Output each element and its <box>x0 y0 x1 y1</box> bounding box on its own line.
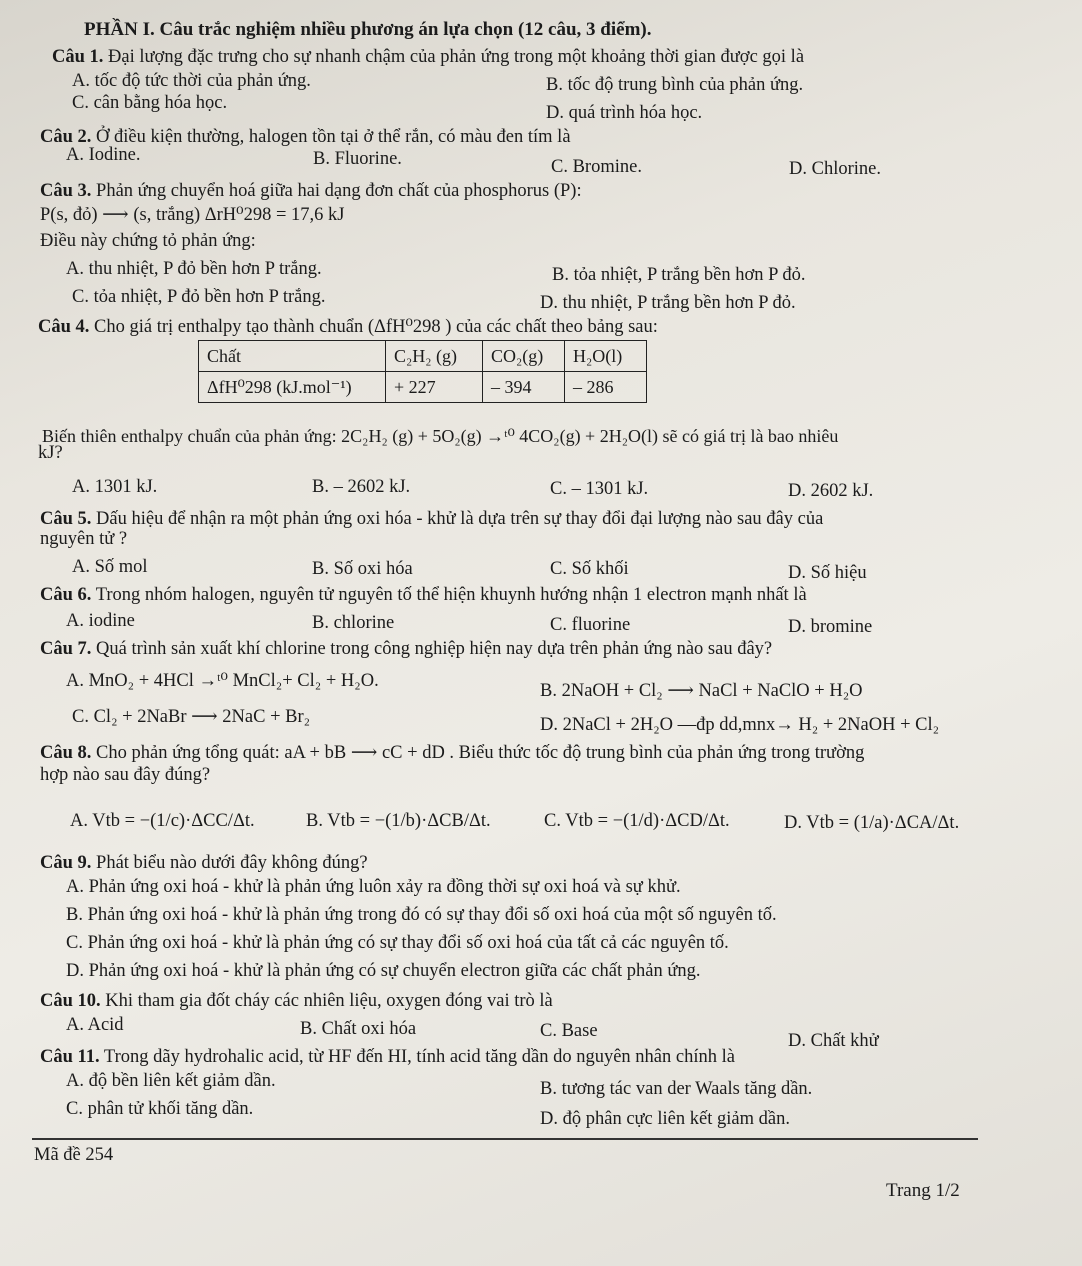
question-text: Cho giá trị enthalpy tạo thành chuẩn (ΔfH⁰298 ) của các chất theo bảng sau: <box>89 317 658 337</box>
q3-option-c: C. tỏa nhiệt, P đỏ bền hơn P trắng. <box>72 287 326 307</box>
q5-option-d: D. Số hiệu <box>788 563 867 583</box>
question-text: Trong dãy hydrohalic acid, từ HF đến HI, tính acid tăng dần do nguyên nhân chính là <box>99 1047 735 1067</box>
q3-option-a: A. thu nhiệt, P đỏ bền hơn P trắng. <box>66 259 322 279</box>
q3-subtext: Điều này chứng tỏ phản ứng: <box>40 231 256 251</box>
q6-option-b: B. chlorine <box>312 613 395 633</box>
q11-option-c: C. phân tử khối tăng dần. <box>66 1099 254 1119</box>
q11-option-d: D. độ phân cực liên kết giảm dần. <box>540 1109 790 1129</box>
question-number: Câu 3. <box>40 181 92 201</box>
question-number: Câu 6. <box>40 585 92 605</box>
q1-option-c: C. cân bằng hóa học. <box>72 93 228 113</box>
q10-option-c: C. Base <box>540 1021 598 1041</box>
question-1-stem <box>52 46 804 68</box>
table-cell: CO₂(g) <box>483 341 565 372</box>
question-text: Phản ứng chuyển hoá giữa hai dạng đơn chất của phosphorus (P): <box>91 181 582 201</box>
question-text: Quá trình sản xuất khí chlorine trong công nghiệp hiện nay dựa trên phản ứng nào sau đây? <box>91 639 773 659</box>
footer-divider <box>32 1138 978 1140</box>
question-text: Dấu hiệu để nhận ra một phản ứng oxi hóa - khử là dựa trên sự thay đổi đại lượng nào sau đây của <box>91 509 824 529</box>
q4-question: Biến thiên enthalpy chuẩn của phản ứng: 2C₂H₂ (g) + 5O₂(g) →ᵗ⁰ 4CO₂(g) + 2H₂O(l) sẽ có giá trị là bao nhiêu <box>42 426 839 446</box>
q8-option-d: D. Vtb = (1/a)·ΔCA/Δt. <box>784 813 960 833</box>
q7-option-b: B. 2NaOH + Cl₂ ⟶ NaCl + NaClO + H₂O <box>540 681 863 701</box>
question-number: Câu 7. <box>40 639 92 659</box>
table-cell: ΔfH⁰298 (kJ.mol⁻¹) <box>199 372 386 403</box>
q11-option-b: B. tương tác van der Waals tăng dần. <box>540 1079 813 1099</box>
q4-question-tail: kJ? <box>38 443 63 463</box>
q3-option-d: D. thu nhiệt, P trắng bền hơn P đỏ. <box>540 293 796 313</box>
q8-option-a: A. Vtb = −(1/c)·ΔCC/Δt. <box>70 811 255 831</box>
question-text: Cho phản ứng tổng quát: aA + bB ⟶ cC + dD . Biểu thức tốc độ trung bình của phản ứng trong trường <box>91 743 865 763</box>
question-number: Câu 11. <box>40 1047 100 1067</box>
question-number: Câu 4. <box>38 317 90 337</box>
q3-equation: P(s, đỏ) ⟶ (s, trắng) ΔrH⁰298 = 17,6 kJ <box>40 205 345 225</box>
question-number: Câu 8. <box>40 743 92 763</box>
q4-option-b: B. – 2602 kJ. <box>312 477 411 497</box>
exam-code: Mã đề 254 <box>34 1145 114 1165</box>
q9-option-c: C. Phản ứng oxi hoá - khử là phản ứng có sự thay đổi số oxi hoá của tất cả các nguyên tố. <box>66 933 729 953</box>
question-10-stem <box>40 990 553 1012</box>
q1-option-a: A. tốc độ tức thời của phản ứng. <box>72 71 311 91</box>
q2-option-c: C. Bromine. <box>551 157 642 177</box>
q10-option-b: B. Chất oxi hóa <box>300 1019 417 1039</box>
q7-option-c: C. Cl₂ + 2NaBr ⟶ 2NaC + Br₂ <box>72 707 311 727</box>
question-5-stem-tail: nguyên tử ? <box>40 529 128 549</box>
q4-option-d: D. 2602 kJ. <box>788 481 874 501</box>
q7-option-d: D. 2NaCl + 2H₂O —đp dd,mnx→ H₂ + 2NaOH + Cl₂ <box>540 715 940 735</box>
question-number: Câu 2. <box>40 127 92 147</box>
question-text: Trong nhóm halogen, nguyên tử nguyên tố thể hiện khuynh hướng nhận 1 electron mạnh nhất là <box>91 585 807 605</box>
table-header-row <box>199 341 647 372</box>
q1-option-d: D. quá trình hóa học. <box>546 103 703 123</box>
question-number: Câu 10. <box>40 991 101 1011</box>
question-5-stem <box>40 508 823 530</box>
q7-option-a: A. MnO₂ + 4HCl →ᵗ⁰ MnCl₂+ Cl₂ + H₂O. <box>66 671 379 691</box>
question-text: Ở điều kiện thường, halogen tồn tại ở thể rắn, có màu đen tím là <box>91 127 571 147</box>
question-text: Khi tham gia đốt cháy các nhiên liệu, oxygen đóng vai trò là <box>100 991 553 1011</box>
q10-option-a: A. Acid <box>66 1015 124 1035</box>
q4-option-c: C. – 1301 kJ. <box>550 479 649 499</box>
q6-option-a: A. iodine <box>66 611 135 631</box>
table-cell: – 286 <box>565 372 647 403</box>
q2-option-b: B. Fluorine. <box>313 149 402 169</box>
q4-option-a: A. 1301 kJ. <box>72 477 158 497</box>
question-3-stem <box>40 180 582 202</box>
q5-option-b: B. Số oxi hóa <box>312 559 413 579</box>
q9-option-b: B. Phản ứng oxi hoá - khử là phản ứng trong đó có sự thay đổi số oxi hoá của một số nguyên tố. <box>66 905 777 925</box>
q6-option-d: D. bromine <box>788 617 873 637</box>
question-11-stem <box>40 1046 735 1068</box>
question-8-stem <box>40 742 864 764</box>
q9-option-d: D. Phản ứng oxi hoá - khử là phản ứng có sự chuyển electron giữa các chất phản ứng. <box>66 961 701 981</box>
question-4-stem <box>38 316 658 338</box>
table-cell: H₂O(l) <box>565 341 647 372</box>
q5-option-c: C. Số khối <box>550 559 629 579</box>
q1-option-b: B. tốc độ trung bình của phản ứng. <box>546 75 804 95</box>
table-cell: C₂H₂ (g) <box>386 341 483 372</box>
q10-option-d: D. Chất khử <box>788 1031 879 1051</box>
question-text: Đại lượng đặc trưng cho sự nhanh chậm của phản ứng trong một khoảng thời gian được gọi là <box>103 47 805 67</box>
table-cell: Chất <box>199 341 386 372</box>
q11-option-a: A. độ bền liên kết giảm dần. <box>66 1071 276 1091</box>
question-number: Câu 9. <box>40 853 92 873</box>
enthalpy-table <box>198 340 647 403</box>
q6-option-c: C. fluorine <box>550 615 631 635</box>
page-number: Trang 1/2 <box>886 1180 960 1201</box>
q3-option-b: B. tỏa nhiệt, P trắng bền hơn P đỏ. <box>552 265 806 285</box>
question-8-stem-tail: hợp nào sau đây đúng? <box>40 765 211 785</box>
q9-option-a: A. Phản ứng oxi hoá - khử là phản ứng luôn xảy ra đồng thời sự oxi hoá và sự khử. <box>66 877 681 897</box>
question-9-stem <box>40 852 368 874</box>
table-cell: + 227 <box>386 372 483 403</box>
q5-option-a: A. Số mol <box>72 557 148 577</box>
q2-option-a: A. Iodine. <box>66 145 141 165</box>
question-number: Câu 1. <box>52 47 104 67</box>
question-number: Câu 5. <box>40 509 92 529</box>
q2-option-d: D. Chlorine. <box>789 159 881 179</box>
question-text: Phát biểu nào dưới đây không đúng? <box>91 853 368 873</box>
q8-option-b: B. Vtb = −(1/b)·ΔCB/Δt. <box>306 811 491 831</box>
section-header: PHẦN I. Câu trắc nghiệm nhiều phương án lựa chọn (12 câu, 3 điểm). <box>84 19 652 40</box>
question-7-stem <box>40 638 772 660</box>
question-6-stem <box>40 584 807 606</box>
q8-option-c: C. Vtb = −(1/d)·ΔCD/Δt. <box>544 811 730 831</box>
table-cell: – 394 <box>483 372 565 403</box>
table-row <box>199 372 647 403</box>
